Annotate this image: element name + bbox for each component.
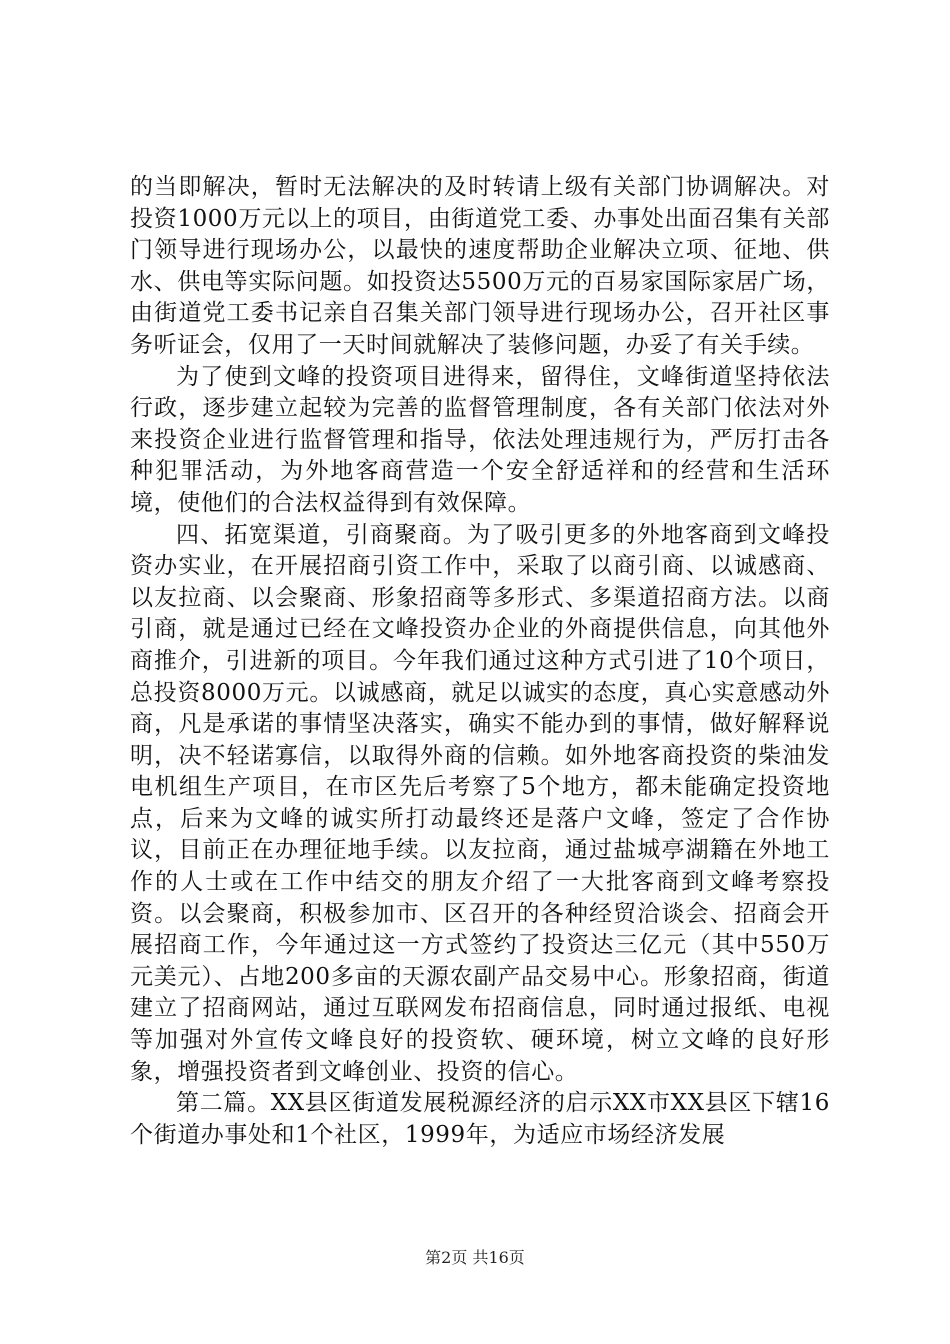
document-body [130,172,830,1151]
paragraph-continued: 的当即解决，暂时无法解决的及时转请上级有关部门协调解决。对投资1000万元以上的项目，由街道党工委、办事处出面召集有关部门领导进行现场办公，以最快的速度帮助企业解决立项、征地、供水、供电等实际问题。如投资达5500万元的百易家国际家居广场，由街道党工委书记亲自召集关部门领导进行现场办公，召开社区事务听证会，仅用了一天时间就解决了装修问题，办妥了有关手续。 [130,174,830,358]
paragraph-supervision: 为了使到文峰的投资项目进得来，留得住，文峰街道坚持依法行政，逐步建立起较为完善的监督管理制度，各有关部门依法对外来投资企业进行监督管理和指导，依法处理违规行为，严厉打击各种犯罪活动，为外地客商营造一个安全舒适祥和的经营和生活环境，使他们的合法权益得到有效保障。 [130,363,830,516]
page-number-footer: 第2页 共16页 [425,1248,525,1267]
paragraph-investment-channels: 四、拓宽渠道，引商聚商。为了吸引更多的外地客商到文峰投资办实业，在开展招商引资工作中，采取了以商引商、以诚感商、以友拉商、以会聚商、形象招商等多形式、多渠道招商方法。以商引商，就是通过已经在文峰投资办企业的外商提供信息，向其他外商推介，引进新的项目。今年我们通过这种方式引进了10个项日，总投资8000万元。以诚感商，就足以诚实的态度，真心实意感动外商，凡是承诺的事情坚决落实，确实不能办到的事情，做好解释说明，决不轻诺寡信，以取得外商的信赖。如外地客商投资的柴油发电机组生产项目，在市区先后考察了5个地方，都未能确定投资地点，后来为文峰的诚实所打动最终还是落户文峰，签定了合作协议，目前正在办理征地手续。以友拉商，通过盐城亭湖籍在外地工作的人士或在工作中结交的朋友介绍了一大批客商到文峰考察投资。以会聚商，积极参加市、区召开的各种经贸洽谈会、招商会开展招商工作，今年通过这一方式签约了投资达三亿元（其中550万元美元）、占地200多亩的天源农副产品交易中心。形象招商，街道建立了招商网站，通过互联网发布招商信息，同时通过报纸、电视等加强对外宣传文峰良好的投资软、硬环境，树立文峰的良好形象，增强投资者到文峰创业、投资的信心。 [130,521,830,1085]
paragraph-second-article: 第二篇。XX县区街道发展税源经济的启示XX市XX县区下辖16个街道办事处和1个社区，1999年，为适应市场经济发展 [130,1090,830,1148]
